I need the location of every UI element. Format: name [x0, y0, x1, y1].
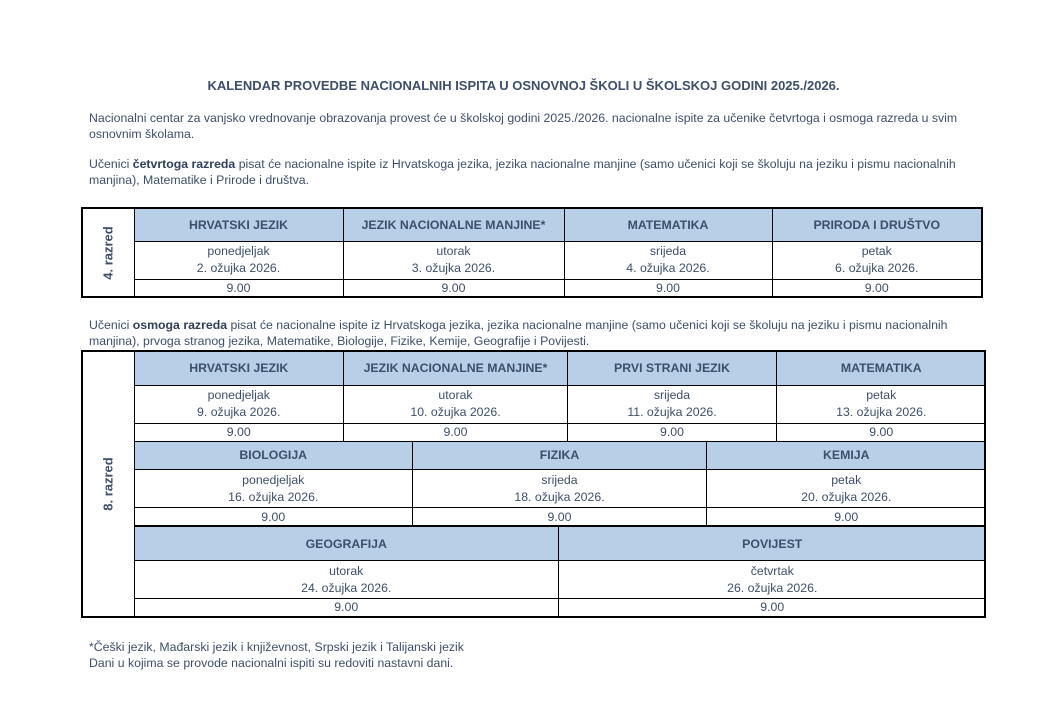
grade8-subject-header: FIZIKA — [413, 442, 707, 470]
grade4-subject-header: MATEMATIKA — [564, 208, 772, 241]
grade8-subject-header: JEZIK NACIONALNE MANJINE* — [344, 352, 568, 385]
exam-date: 2. ožujka 2026. — [196, 261, 281, 275]
grade4-subject-header: HRVATSKI JEZIK — [134, 208, 343, 241]
grade4-text-post: pisat će nacionalne ispite iz Hrvatskoga jezika, jezika nacionalne manjine (samo učenici koji se školuju na jeziku i pismu nacionalnih manjina), Matematike i Prirode i društva. — [89, 157, 956, 187]
exam-date: 9. ožujka 2026. — [197, 405, 281, 419]
grade8-block-1 — [135, 352, 986, 442]
grade8-label: 8. razred — [100, 457, 116, 511]
grade8-date-cell — [777, 385, 986, 423]
grade8-date-cell — [135, 470, 413, 508]
exam-date: 26. ožujka 2026. — [727, 580, 818, 595]
grade8-subject-header: PRVI STRANI JEZIK — [568, 352, 777, 385]
grade8-schedule-table — [81, 350, 986, 618]
footnotes — [89, 639, 464, 671]
exam-day: utorak — [436, 244, 471, 258]
exam-day: ponedjeljak — [207, 388, 270, 402]
exam-time: 9.00 — [135, 423, 344, 441]
grade8-date-cell — [135, 385, 344, 423]
grade8-label-cell — [82, 351, 134, 617]
grade4-subject-header: PRIRODA I DRUŠTVO — [772, 208, 982, 241]
exam-date: 24. ožujka 2026. — [301, 580, 392, 595]
exam-day: srijeda — [653, 388, 691, 402]
grade4-date-cell — [772, 241, 982, 279]
grade8-blocks — [134, 351, 985, 617]
page-title: KALENDAR PROVEDBE NACIONALNIH ISPITA U OSNOVNOJ ŠKOLI U ŠKOLSKOJ GODINI 2025./2026. — [207, 78, 840, 93]
grade8-date-cell — [559, 561, 986, 599]
grade8-text-bold: osmoga razreda — [132, 318, 228, 332]
grade4-date-cell — [564, 241, 772, 279]
footnote-school-days: Dani u kojima se provode nacionalni ispiti su redoviti nastavni dani. — [89, 656, 454, 670]
footnote-languages: *Češki jezik, Mađarski jezik i književnost, Srpski jezik i Talijanski jezik — [89, 640, 464, 654]
exam-time: 9.00 — [777, 423, 986, 441]
exam-day: utorak — [438, 388, 473, 402]
grade8-date-cell — [135, 561, 559, 599]
exam-date: 11. ožujka 2026. — [627, 405, 717, 419]
exam-time: 9.00 — [344, 423, 568, 441]
exam-date: 20. ožujka 2026. — [801, 489, 892, 504]
grade4-date-cell — [134, 241, 343, 279]
exam-date: 6. ožujka 2026. — [835, 261, 919, 275]
grade8-date-cell — [568, 385, 777, 423]
grade8-text-post: pisat će nacionalne ispite iz Hrvatskoga jezika, jezika nacionalne manjine (samo učenici koji se školuju na jeziku i pismu nacionalnih manjina), prvoga stranog jezika, Matematike, Biologije, Fizike, Kemije, Geografije i Povijesti. — [89, 318, 948, 348]
exam-day: četvrtak — [750, 563, 794, 578]
exam-day: petak — [861, 244, 892, 258]
exam-day: petak — [866, 388, 897, 402]
grade8-block-3 — [135, 526, 986, 616]
grade8-subject-header: POVIJEST — [559, 527, 986, 561]
exam-time: 9.00 — [135, 508, 413, 526]
exam-day: ponedjeljak — [207, 244, 270, 258]
exam-time: 9.00 — [568, 423, 777, 441]
grade8-paragraph — [89, 317, 969, 349]
exam-time: 9.00 — [135, 599, 559, 616]
grade4-label-cell — [82, 208, 134, 297]
exam-time: 9.00 — [707, 508, 986, 526]
grade8-subject-header: MATEMATIKA — [777, 352, 986, 385]
exam-time: 9.00 — [134, 279, 343, 297]
exam-day: srijeda — [541, 472, 578, 487]
grade8-subject-header: BIOLOGIJA — [135, 442, 413, 470]
exam-date: 16. ožujka 2026. — [228, 489, 319, 504]
grade8-subject-header: GEOGRAFIJA — [135, 527, 559, 561]
grade8-date-cell — [344, 385, 568, 423]
exam-time: 9.00 — [413, 508, 707, 526]
grade4-date-cell — [343, 241, 564, 279]
exam-date: 10. ožujka 2026. — [410, 405, 501, 419]
exam-date: 13. ožujka 2026. — [836, 405, 927, 419]
grade4-paragraph — [89, 156, 969, 188]
exam-time: 9.00 — [559, 599, 986, 616]
exam-day: ponedjeljak — [242, 472, 305, 487]
exam-time: 9.00 — [564, 279, 772, 297]
grade8-subject-header: HRVATSKI JEZIK — [135, 352, 344, 385]
grade8-date-cell — [707, 470, 986, 508]
grade8-subject-header: KEMIJA — [707, 442, 986, 470]
grade8-date-cell — [413, 470, 707, 508]
exam-time: 9.00 — [772, 279, 982, 297]
exam-time: 9.00 — [343, 279, 564, 297]
exam-day: petak — [831, 472, 862, 487]
grade4-schedule-table — [81, 207, 983, 298]
grade4-text-pre: Učenici — [89, 157, 133, 171]
exam-day: srijeda — [649, 244, 687, 258]
grade8-text-pre: Učenici — [89, 318, 133, 332]
grade8-block-2 — [135, 442, 986, 527]
grade4-subject-header: JEZIK NACIONALNE MANJINE* — [343, 208, 564, 241]
grade4-label: 4. razred — [100, 225, 116, 280]
grade4-text-bold: četvrtoga razreda — [132, 157, 236, 171]
exam-date: 4. ožujka 2026. — [626, 261, 710, 275]
intro-paragraph: Nacionalni centar za vanjsko vrednovanje obrazovanja provest će u školskoj godini 2025./2026. nacionalne ispite za učenike četvrtoga i osmoga razreda u svim osnovnim školama. — [89, 111, 958, 141]
exam-date: 3. ožujka 2026. — [411, 261, 496, 275]
exam-date: 18. ožujka 2026. — [514, 489, 605, 504]
exam-day: utorak — [329, 563, 364, 578]
